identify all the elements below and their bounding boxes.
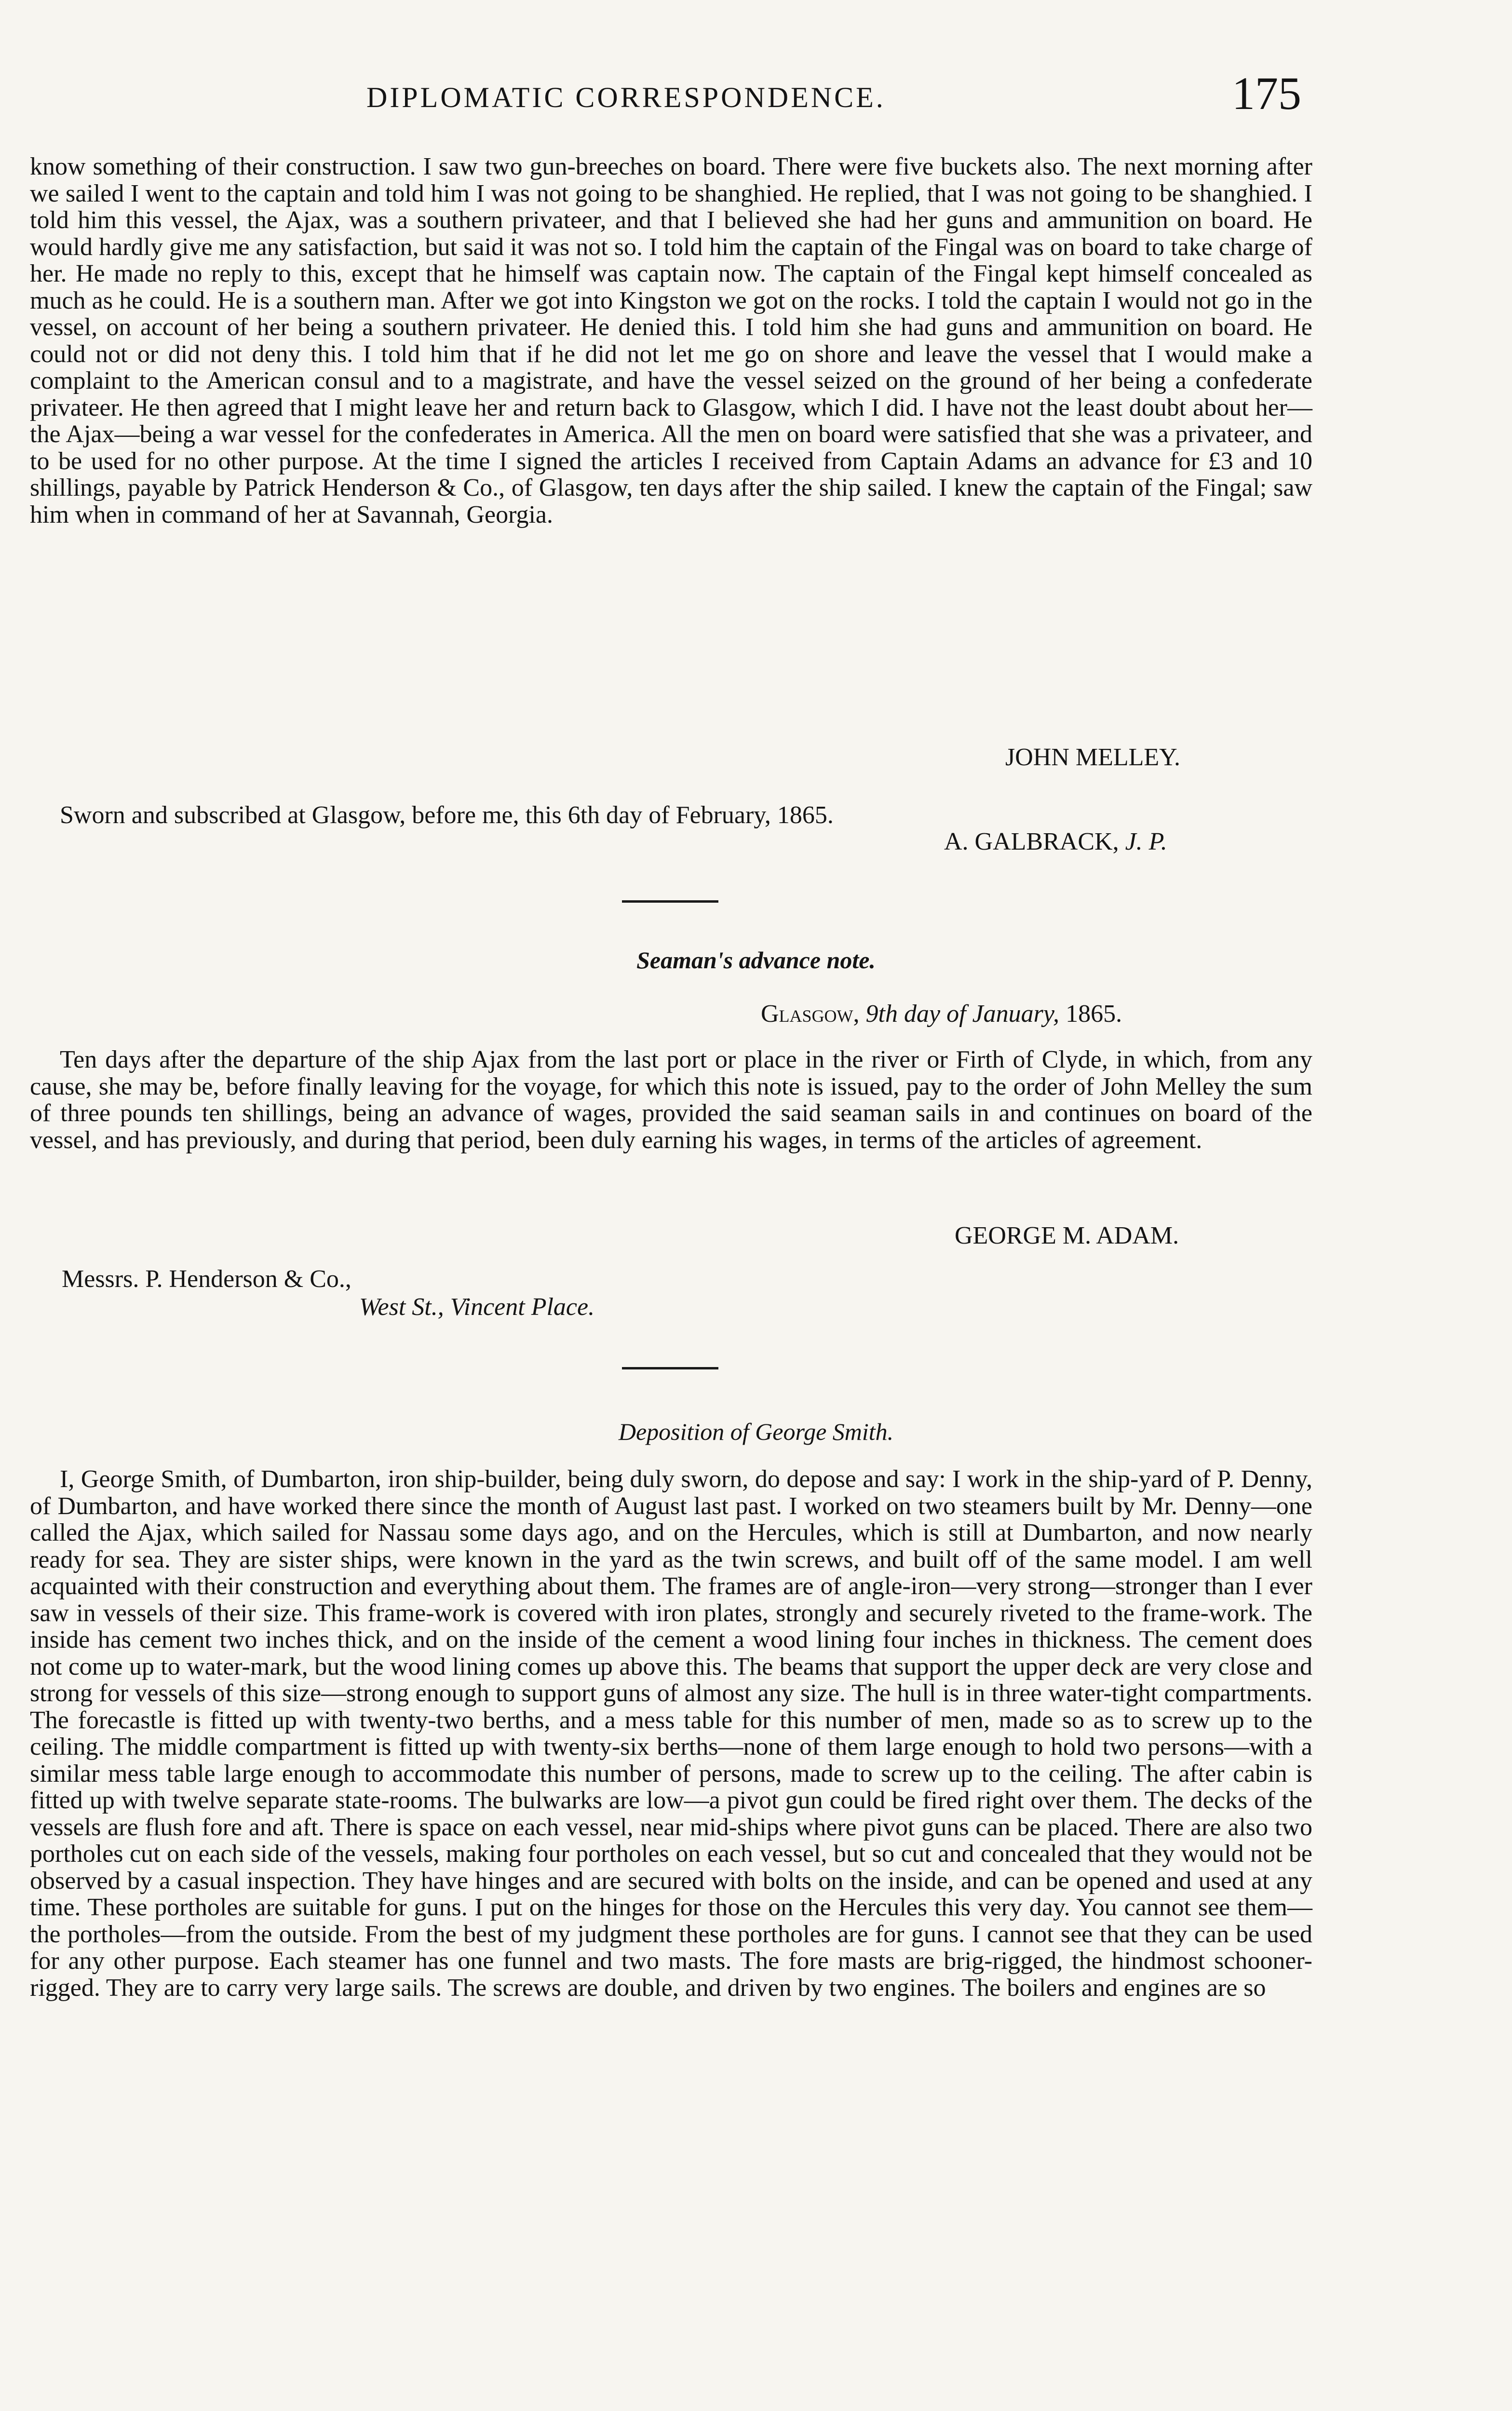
sworn-statement bbox=[30, 802, 1312, 829]
advance-note-place: Glasgow, bbox=[761, 1000, 860, 1028]
smith-deposition-title: Deposition of George Smith. bbox=[618, 1418, 894, 1445]
section-divider bbox=[622, 900, 718, 903]
sworn-text: Sworn and subscribed at Glasgow, before me, this 6th day of February, 1865. bbox=[60, 801, 834, 829]
melley-deposition-text bbox=[30, 153, 1312, 528]
addressee-line-1: Messrs. P. Henderson & Co., bbox=[62, 1265, 351, 1293]
section-divider bbox=[622, 1367, 718, 1369]
page-number: 175 bbox=[1232, 68, 1301, 119]
melley-signature: JOHN MELLEY. bbox=[1005, 744, 1181, 771]
page-header bbox=[0, 67, 1512, 120]
advance-note-date: 9th day of January, bbox=[865, 1000, 1060, 1028]
melley-paragraph: know something of their construction. I saw two gun-breeches on board. There were five buckets also. The next morning after we sailed I went to the captain and told him I was not going to be shanghied. He replied, that I was not going to be shanghied. I told him this vessel, the Ajax, was a southern privateer, and that I believed she had her guns and ammunition on board. He would hardly give me any satisfaction, but said it was not so. I told him the captain of the Fingal was on board to take charge of her. He made no reply to this, except that he himself was captain now. The captain of the Fingal kept himself concealed as much as he could. He is a southern man. After we got into Kingston we got on the rocks. I told the captain I would not go in the vessel, on account of her being a southern privateer. He denied this. I told him she had guns and ammunition on board. He could not or did not deny this. I told him that if he did not let me go on shore and leave the vessel that I would make a complaint to the American consul and to a magistrate, and have the vessel seized on the ground of her being a confederate privateer. He then agreed that I might leave her and return back to Glasgow, which I did. I have not the least doubt about her—the Ajax—being a war vessel for the confederates in America. All the men on board were satisfied that she was a privateer, and to be used for no other purpose. At the time I signed the articles I received from Captain Adams an advance for £3 and 10 shillings, payable by Patrick Henderson & Co., of Glasgow, ten days after the ship sailed. I knew the captain of the Fingal; saw him when in command of her at Savannah, Georgia. bbox=[30, 153, 1312, 528]
advance-note-text: Ten days after the departure of the ship Ajax from the last port or place in the river or Firth of Clyde, in which, from any cause, she may be, before finally leaving for the voyage, for which this note is issued, pay to the order of John Melley the sum of three pounds ten shillings, being an advance of wages, provided the said seaman sails in and continues on board of the vessel, and has previously, and during that period, been duly earning his wages, in terms of the articles of agreement. bbox=[30, 1046, 1312, 1154]
smith-paragraph: I, George Smith, of Dumbarton, iron ship-builder, being duly sworn, do depose and say: I work in the ship-yard of P. Denny, of Dumbarton, and have worked there since the month of August last past. I worked on two steamers built by Mr. Denny—one called the Ajax, which sailed for Nassau some days ago, and on the Hercules, which is still at Dumbarton, and now nearly ready for sea. They are sister ships, were known in the yard as the twin screws, and built off of the same model. I am well acquainted with their construction and everything about them. The frames are of angle-iron—very strong—stronger than I ever saw in vessels of their size. This frame-work is covered with iron plates, strongly and securely riveted to the frame-work. The inside has cement two inches thick, and on the inside of the cement a wood lining four inches in thickness. The cement does not come up to water-mark, but the wood lining comes up above this. The beams that support the upper deck are very close and strong for vessels of this size—strong enough to support guns of almost any size. The hull is in three water-tight compartments. The forecastle is fitted up with twenty-two berths, and a mess table for this number of men, made so as to screw up to the ceiling. The middle compartment is fitted up with twenty-six berths—none of them large enough to hold two persons—with a similar mess table large enough to accommodate this number of persons, made to screw up to the ceiling. The after cabin is fitted up with twelve separate state-rooms. The bulwarks are low—a pivot gun could be fired right over them. The decks of the vessels are flush fore and aft. There is space on each vessel, near mid-ships where pivot guns can be placed. There are also two portholes cut on each side of the vessels, making four portholes on each vessel, but so cut and concealed that they would not be observed by a casual inspection. They have hinges and are secured with bolts on the inside, and can be opened and used at any time. These portholes are suitable for guns. I put on the hinges for those on the Hercules this very day. You cannot see them—the portholes—from the outside. From the best of my judgment these portholes are for guns. I cannot see that they can be used for any other purpose. Each steamer has one funnel and two masts. The fore masts are brig-rigged, the hindmost schooner-rigged. They are to carry very large sails. The screws are double, and driven by two engines. The boilers and engines are so bbox=[30, 1465, 1312, 2002]
advance-note-body bbox=[30, 1046, 1312, 1153]
jp-title: J. P. bbox=[1125, 828, 1167, 855]
advance-note-dateline bbox=[761, 1001, 1122, 1028]
jp-name: A. GALBRACK, bbox=[944, 828, 1119, 855]
addressee-line-2: West St., Vincent Place. bbox=[359, 1293, 595, 1321]
advance-note-title: Seaman's advance note. bbox=[636, 947, 876, 974]
jp-signature bbox=[944, 828, 1167, 855]
adam-signature: GEORGE M. ADAM. bbox=[955, 1222, 1179, 1249]
running-title: DIPLOMATIC CORRESPONDENCE. bbox=[366, 81, 886, 113]
smith-deposition-text bbox=[30, 1466, 1312, 2001]
advance-note-year: 1865. bbox=[1066, 1000, 1122, 1028]
